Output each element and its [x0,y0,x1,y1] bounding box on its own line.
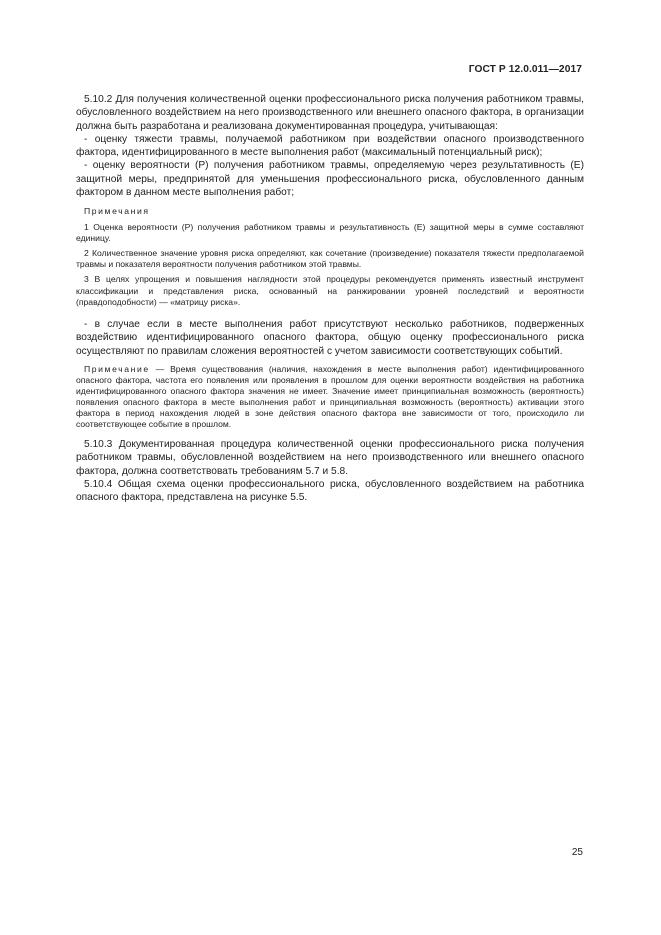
multi-worker-text [76,318,584,358]
note-paragraph [76,364,584,431]
note-2: 2 Количественное значение уровня риска определяют, как сочетание (произведение) показателя тяжести предполагаемой травмы и показателя вероятности получения работником этой травмы. [76,248,584,270]
closing-text [76,438,584,504]
list-item-multiple-workers: - в случае если в месте выполнения работ присутствуют несколько работников, подверженных воздействию идентифицированного опасного фактора, общую оценку профессионального риска осуществляют по правилам сложения вероятностей с учетом зависимости соответствующих событий. [76,319,584,357]
note-text: — Время существования (наличия, нахождения в месте выполнения работ) идентифицированного опасного фактора, частота его появления или проявления в прошлом для оценки вероятности воздействия на работника идентифицированного опасного фактора значения не имеет. Значение имеет принципиальная возможность (вероятность) появления опасного фактора в месте выполнения работ и принципиальная возможность (вероятность) активации этого фактора в период нахождения людей в зоне действия опасного фактора вне зависимости от того, происходило ли соответствующее событие в прошлом. [76,364,584,430]
paragraph-5-10-4: 5.10.4 Общая схема оценки профессионального риска, обусловленного воздействием на работника опасного фактора, представлена на рисунке 5.5. [76,478,584,504]
list-item-severity: - оценку тяжести травмы, получаемой работником при воздействии опасного производственного фактора, идентифицированного в месте выполнения работ (максимальный потенциальный риск); [76,133,584,159]
page-number: 25 [571,847,583,858]
list-item-probability: - оценку вероятности (P) получения работником травмы, определяемую через результативность (E) защитной меры, предпринятой для уменьшения профессионального риска, обусловленного данным фактором в данном месте выполнения работ; [76,160,584,199]
note-3: 3 В целях упрощения и повышения наглядности этой процедуры рекомендуется применять известный инструмент классификации и представления риска, основанный на ранжировании уровней последствий и вероятности (правдоподобности) — «матрицу риска». [76,274,584,307]
notes-heading: Примечания [84,206,150,216]
main-text [76,93,584,199]
paragraph-5-10-3: 5.10.3 Документированная процедура количественной оценки профессионального риска получения работником травмы, обусловленной воздействием на него производственного или внешнего опасного фактора, должна соответствовать требованиям 5.7 и 5.8. [76,439,584,477]
document-code: ГОСТ Р 12.0.011—2017 [468,64,582,75]
note-label: Примечание [84,364,150,374]
notes-block [76,206,584,308]
note-1: 1 Оценка вероятности (P) получения работником травмы и результативность (E) защитной меры в сумме составляют единицу. [76,222,584,244]
paragraph-5-10-2: 5.10.2 Для получения количественной оценки профессионального риска получения работником травмы, обусловленного воздействием на него производственного или внешнего опасного фактора, в организации должна быть разработана и реализована документированная процедура, учитывающая: [76,94,584,132]
note-block [76,364,584,431]
